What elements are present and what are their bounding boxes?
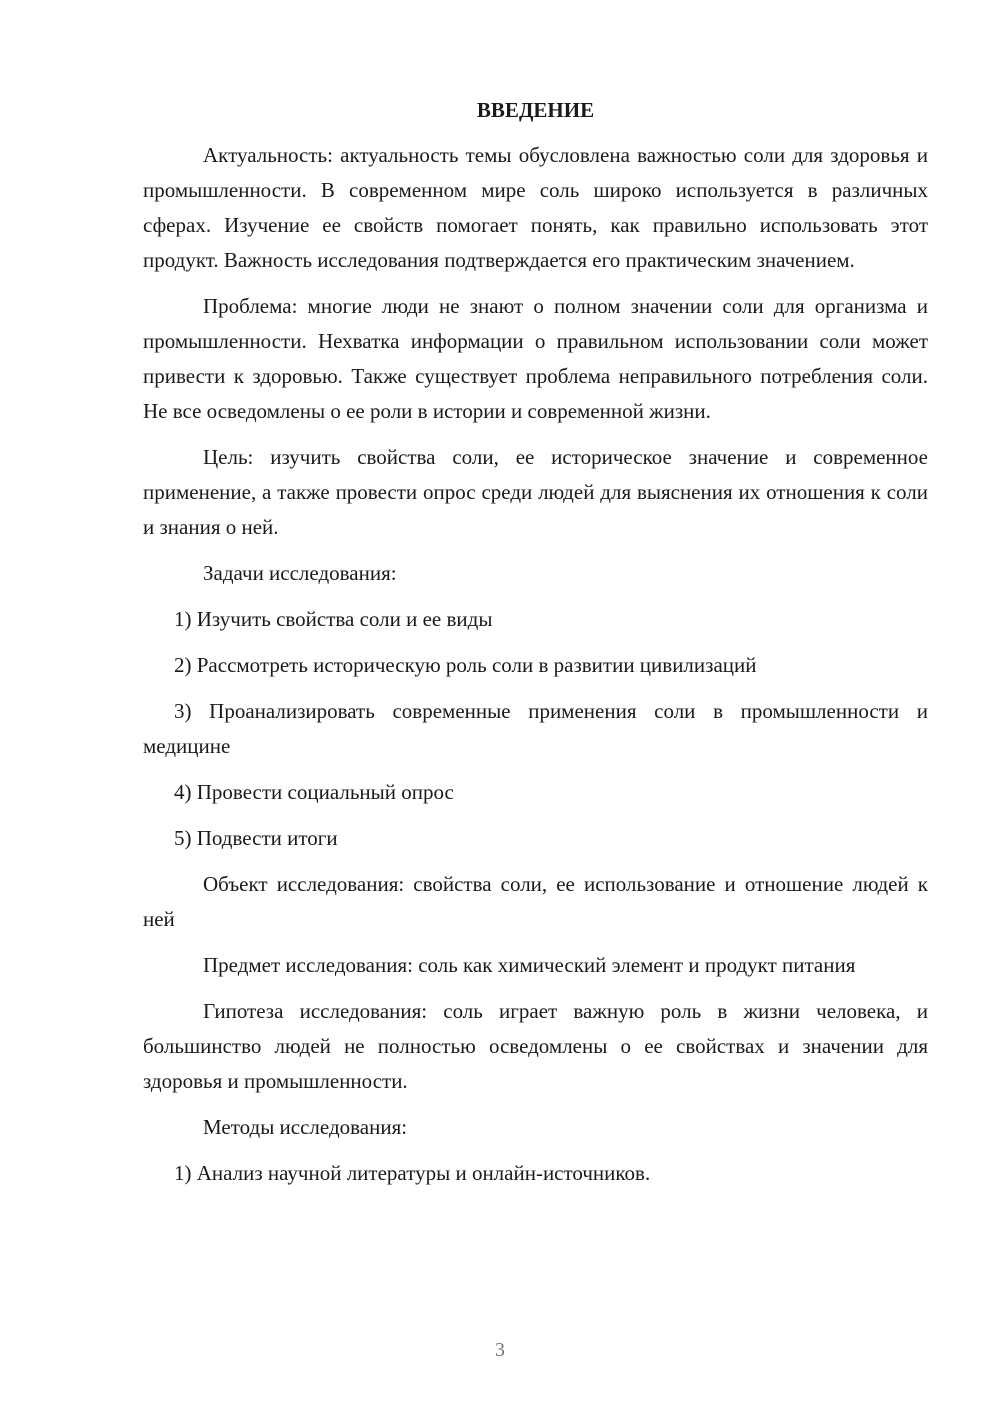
task-item: 5) Подвести итоги xyxy=(174,826,338,850)
problem-paragraph: Проблема: многие люди не знают о полном значении соли для организма и промышленности. Нехватка информации о правильном использовании соли может привести к здоровью. Также существует проблема неправильного потребления соли. Не все осведомлены о ее роли в истории и современной жизни. xyxy=(143,294,928,423)
goal-paragraph: Цель: изучить свойства соли, ее историческое значение и современное применение, а также провести опрос среди людей для выяснения их отношения к соли и знания о ней. xyxy=(143,445,928,539)
task-item: 4) Провести социальный опрос xyxy=(174,780,454,804)
tasks-heading: Задачи исследования: xyxy=(203,561,397,585)
task-item: 1) Изучить свойства соли и ее виды xyxy=(174,607,493,631)
page-content xyxy=(143,94,928,1202)
method-item: 1) Анализ научной литературы и онлайн-источников. xyxy=(174,1161,651,1185)
task-item: 3) Проанализировать современные применения соли в промышленности и медицине xyxy=(143,699,928,758)
hypothesis-paragraph: Гипотеза исследования: соль играет важную роль в жизни человека, и большинство людей не полностью осведомлены о ее свойствах и значении для здоровья и промышленности. xyxy=(143,999,928,1093)
object-paragraph: Объект исследования: свойства соли, ее использование и отношение людей к ней xyxy=(143,872,928,931)
subject-paragraph: Предмет исследования: соль как химический элемент и продукт питания xyxy=(203,953,856,977)
page-number: 3 xyxy=(495,1339,505,1361)
relevance-paragraph: Актуальность: актуальность темы обусловлена важностью соли для здоровья и промышленности. В современном мире соль широко используется в различных сферах. Изучение ее свойств помогает понять, как правильно использовать этот продукт. Важность исследования подтверждается его практическим значением. xyxy=(143,143,928,272)
task-item: 2) Рассмотреть историческую роль соли в развитии цивилизаций xyxy=(174,653,757,677)
page-title: ВВЕДЕНИЕ xyxy=(476,98,595,122)
methods-heading: Методы исследования: xyxy=(203,1115,408,1139)
